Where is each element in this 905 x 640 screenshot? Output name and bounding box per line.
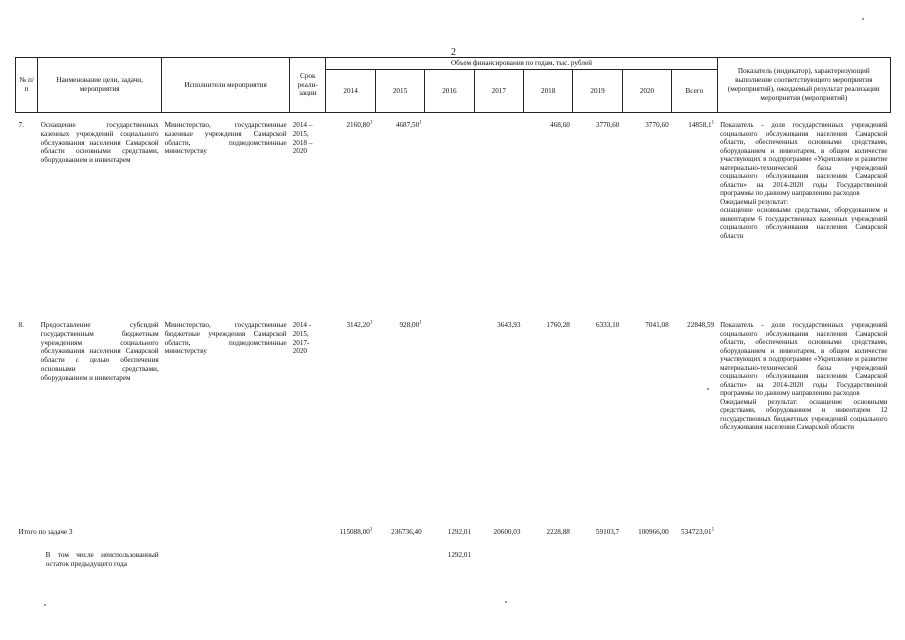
totals-value: 100966,00 [638, 528, 669, 536]
totals-row [16, 526, 891, 537]
row-value: 3643,93 [497, 321, 521, 329]
totals-value: 1292,01 [447, 528, 472, 536]
row-value: 7041,08 [645, 321, 669, 329]
row-value: 3770,60 [595, 121, 620, 129]
header-year: 2017 [474, 70, 523, 113]
scan-speck [44, 604, 46, 606]
row-executors: Министерство, государственные бюджетные учреждения Самарской области, подведомственные министерству [164, 321, 287, 356]
scan-speck [862, 18, 864, 20]
row-executors: Министерство, государственные казенные учреждения Самарской области, подведомственные министерству [164, 121, 287, 156]
row-value [425, 321, 474, 526]
row-num: 7. [18, 121, 24, 129]
header-funding: Объем финансирования по годам, тыс. рублей [326, 58, 717, 70]
row-value: 6333,10 [595, 321, 620, 329]
table-row [16, 321, 891, 526]
header-name: Наименование цели, задачи, мероприятия [38, 58, 162, 113]
row-num: 8. [18, 321, 24, 329]
header-year: 2016 [425, 70, 474, 113]
row-value: 468,60 [550, 121, 570, 129]
row-name: Оснащение государственных казенных учреждений социального обслуживания населения Самарской области основными средствами, оборудованием и инвентарем [40, 121, 159, 165]
totals-value: 2228,88 [546, 528, 570, 536]
totals-total: 534723,01$^1$ [681, 527, 715, 536]
scan-speck [707, 388, 709, 390]
totals-value: 115088,00$^1$ [339, 527, 373, 536]
header-term: Срок реали-зации [290, 58, 326, 113]
row-value: 3770,60 [645, 121, 669, 129]
header-indicator: Показатель (индикатор), характеризующий выполнение соответствующего мероприятия (мероприятий), ожидаемый результат реализации мероприятия (мероприятий) [717, 58, 890, 113]
row-value [425, 121, 474, 321]
header-year: 2014 [326, 70, 375, 113]
row-value: 928,00$^1$ [399, 320, 422, 329]
row-term: 2014 - 2015, 2017-2020 [292, 321, 312, 356]
row-name: Предоставление субсидий государственным бюджетным учреждениям социального обслуживания населения Самарской области с целью обеспечения основными средствами, оборудованием и инвентарем [40, 321, 159, 382]
row-total: 14858,1$^1$ [688, 120, 715, 129]
totals-value: 236736,40 [391, 528, 422, 536]
header-executors: Исполнители мероприятия [162, 58, 290, 113]
unused-value: 1292,01 [447, 550, 472, 559]
row-value [474, 121, 523, 321]
row-value: 3142,20$^1$ [346, 320, 373, 329]
scan-speck [505, 601, 507, 603]
row-value: 2160,80$^1$ [346, 120, 373, 129]
row-value: 1760,28 [546, 321, 570, 329]
totals-value: 20600,03 [493, 528, 521, 536]
row-indicator: Показатель - доля государственных учреждений социального обслуживания населения Самарской области, обеспеченных основными средствами, оборудованием и инвентарем, в общем количестве участвующих в подпрограмме «Укрепление и развитие материально-технической базы учреждений социального обслуживания населения Самарской области» на 2014-2020 годы Государственной программы по данному направлению расходов Ожидаемый результат: оснащение основными средствами, оборудованием и инвентарем 12 государственных бюджетных учреждений социального обслуживания населения Самарской области [720, 321, 888, 432]
unused-balance-row [16, 551, 891, 569]
header-year: 2015 [375, 70, 424, 113]
header-total: Всего [672, 70, 717, 113]
row-total: 22848,59 [687, 321, 715, 329]
row-term: 2014 – 2015, 2018 – 2020 [292, 121, 313, 156]
header-year: 2018 [523, 70, 572, 113]
page-number: 2 [451, 47, 456, 58]
unused-label: В том числе неиспользованный остаток предыдущего года [45, 550, 159, 568]
row-indicator: Показатель - доля государственных учреждений социального обслуживания населения Самарской области, обеспеченных основными средствами, оборудованием и инвентарем, в общем количестве участвующих в подпрограмме «Укрепление и развитие материально-технической базы учреждений социального обслуживания населения Самарской области» на 2014-2020 годы Государственной программы по данному направлению расходов Ожидаемый результат: оснащение основными средствами, оборудованием и инвентарем 6 государственных казенных учреждений социального обслуживания населения Самарской области [720, 121, 888, 240]
header-num: № п/п [16, 58, 38, 113]
totals-label: Итого по задаче 3 [18, 528, 73, 536]
header-year: 2019 [573, 70, 622, 113]
financing-table [15, 57, 891, 568]
header-year: 2020 [622, 70, 671, 113]
totals-value: 59103,7 [595, 528, 620, 536]
table-row [16, 121, 891, 321]
row-value: 4687,50$^1$ [395, 120, 422, 129]
